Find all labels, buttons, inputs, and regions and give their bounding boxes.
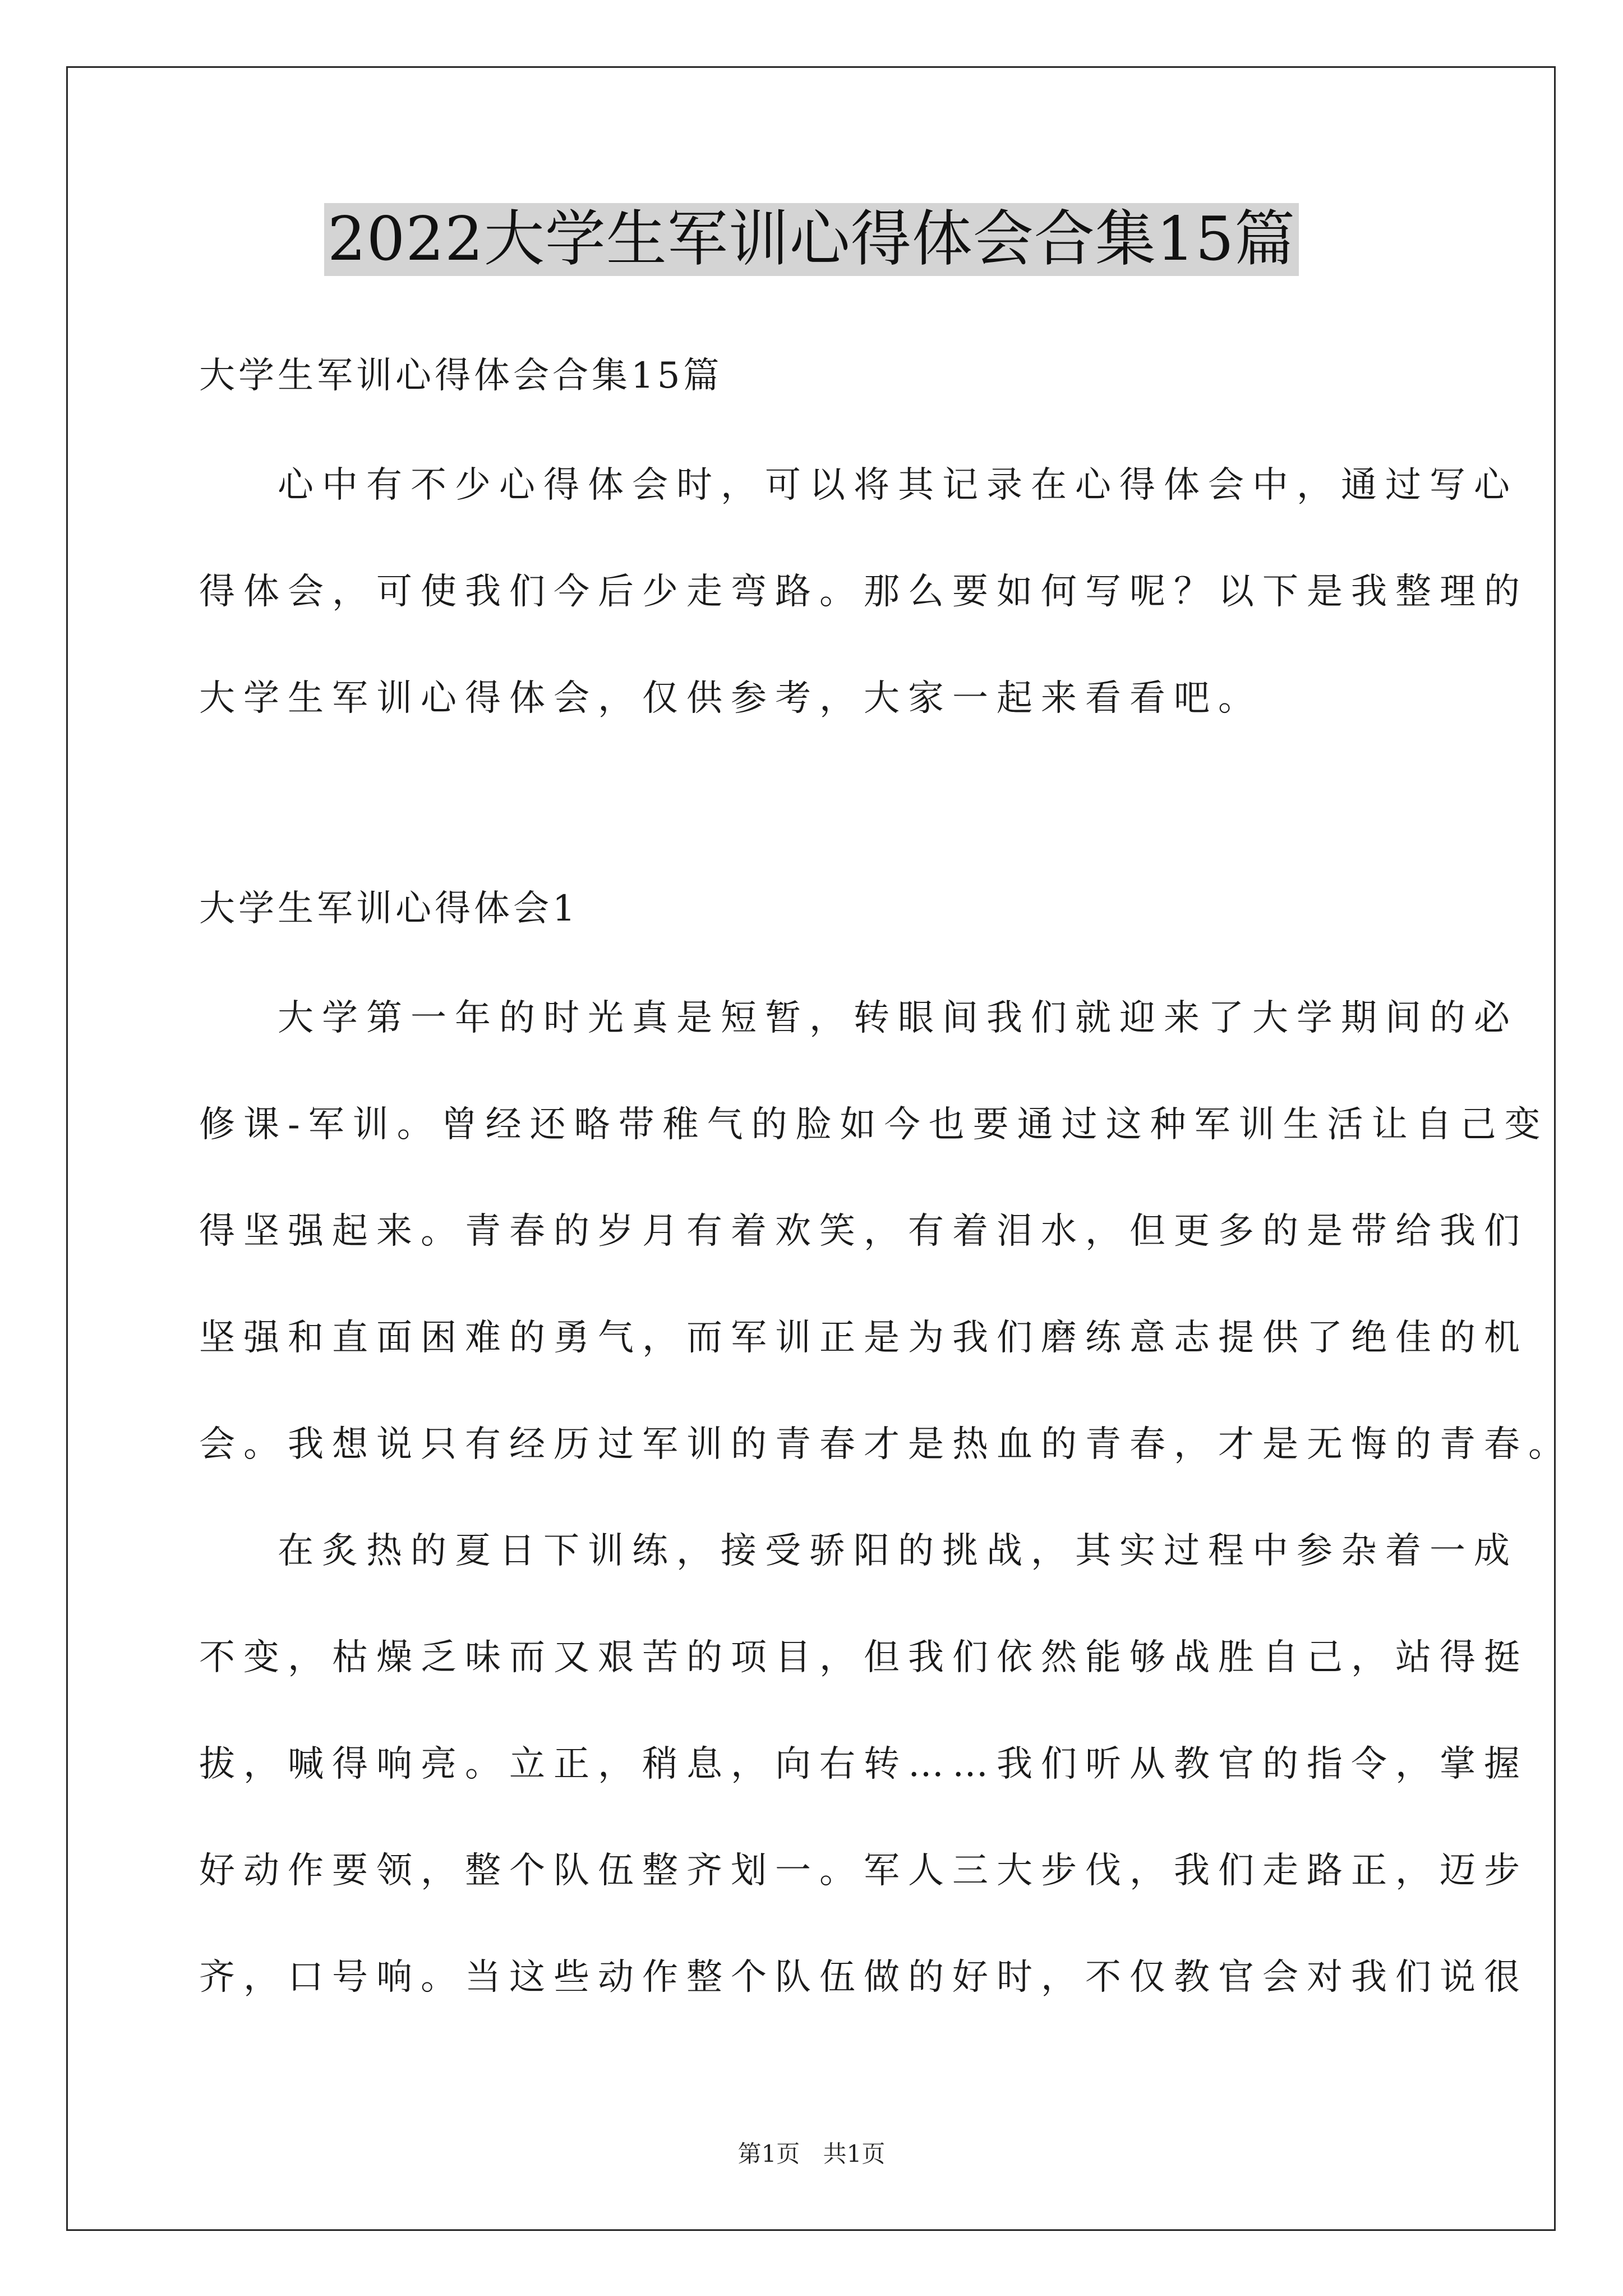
page-number: 第1页 — [737, 2140, 800, 2168]
page-footer — [0, 2138, 1623, 2170]
paragraph-line: 大学第一年的时光真是短暂，转眼间我们就迎来了大学期间的必 — [278, 997, 1518, 1039]
paragraph-line: 会。我想说只有经历过军训的青春才是热血的青春，才是无悔的青春。 — [199, 1424, 1573, 1465]
paragraph-line: 拔，喊得响亮。立正，稍息，向右转……我们听从教官的指令，掌握 — [199, 1743, 1528, 1785]
title-wrap — [0, 203, 1623, 276]
intro-line: 心中有不少心得体会时，可以将其记录在心得体会中，通过写心 — [278, 464, 1518, 506]
paragraph-line: 不变，枯燥乏味而又艰苦的项目，但我们依然能够战胜自己，站得挺 — [199, 1637, 1528, 1678]
section-heading: 大学生军训心得体会1 — [199, 888, 579, 930]
paragraph-line: 在炙热的夏日下训练，接受骄阳的挑战，其实过程中参杂着一成 — [278, 1530, 1518, 1572]
paragraph-line: 齐，口号响。当这些动作整个队伍做的好时，不仅教官会对我们说很 — [199, 1957, 1528, 1998]
document-title: 2022大学生军训心得体会合集15篇 — [324, 203, 1299, 276]
paragraph-line: 好动作要领，整个队伍整齐划一。军人三大步伐，我们走路正，迈步 — [199, 1850, 1528, 1892]
page-total: 共1页 — [823, 2140, 886, 2168]
paragraph-line: 得坚强起来。青春的岁月有着欢笑，有着泪水，但更多的是带给我们 — [199, 1211, 1528, 1252]
document-subtitle: 大学生军训心得体会合集15篇 — [199, 355, 723, 397]
intro-line: 得体会，可使我们今后少走弯路。那么要如何写呢？以下是我整理的 — [199, 571, 1528, 613]
intro-line: 大学生军训心得体会，仅供参考，大家一起来看看吧。 — [199, 678, 1262, 719]
paragraph-line: 坚强和直面困难的勇气，而军训正是为我们磨练意志提供了绝佳的机 — [199, 1317, 1528, 1359]
paragraph-line: 修课-军训。曾经还略带稚气的脸如今也要通过这种军训生活让自己变 — [199, 1104, 1549, 1145]
